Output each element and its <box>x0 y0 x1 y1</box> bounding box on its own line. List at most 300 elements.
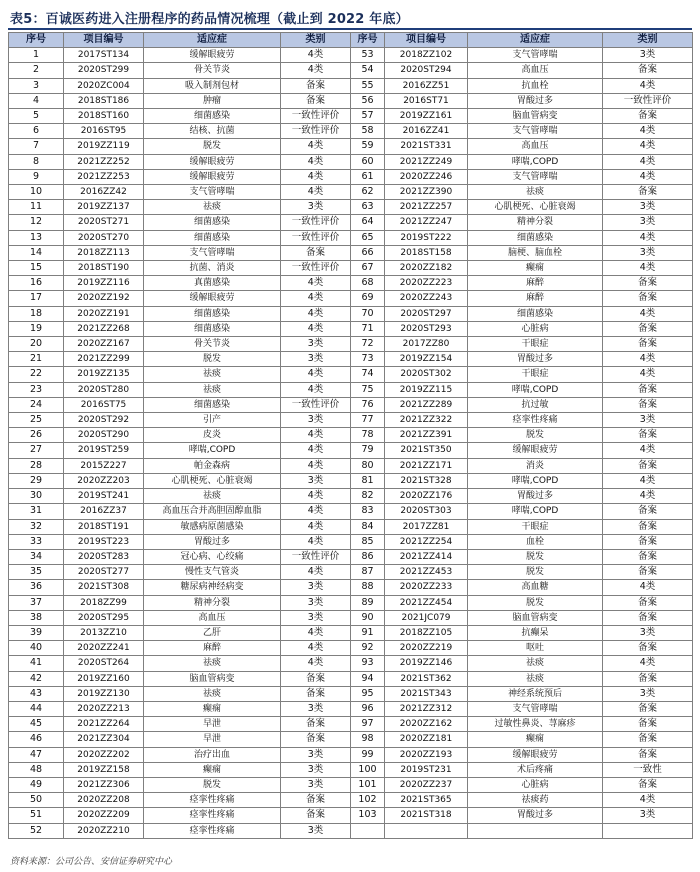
left-project-id-cell: 2021ZZ253 <box>64 169 144 184</box>
right-indication-cell: 干眼症 <box>468 519 603 534</box>
right-category-cell: 一致性评价 <box>603 93 693 108</box>
right-index-cell: 83 <box>351 504 385 519</box>
left-indication-cell: 脱发 <box>144 352 281 367</box>
right-category-cell: 备案 <box>603 321 693 336</box>
left-index-cell: 24 <box>9 397 64 412</box>
left-category-cell: 4类 <box>281 458 351 473</box>
table-title: 表5：百诚医药进入注册程序的药品情况梳理（截止到 2022 年底） <box>10 12 409 27</box>
right-index-cell: 86 <box>351 549 385 564</box>
right-indication-cell: 麻醉 <box>468 276 603 291</box>
right-index-cell: 62 <box>351 185 385 200</box>
right-category-cell: 3类 <box>603 413 693 428</box>
table-row <box>9 382 693 397</box>
right-index-cell: 100 <box>351 762 385 777</box>
left-category-cell: 3类 <box>281 762 351 777</box>
table-row <box>9 367 693 382</box>
right-category-cell: 备案 <box>603 397 693 412</box>
right-category-cell: 备案 <box>603 549 693 564</box>
right-category-cell: 备案 <box>603 337 693 352</box>
left-category-cell: 一致性评价 <box>281 397 351 412</box>
table-row <box>9 504 693 519</box>
left-indication-cell: 祛痰 <box>144 686 281 701</box>
left-index-cell: 27 <box>9 443 64 458</box>
right-indication-cell: 心脏病 <box>468 777 603 792</box>
right-indication-cell: 祛痰 <box>468 656 603 671</box>
right-project-id-cell: 2019ZZ161 <box>385 109 468 124</box>
left-project-id-cell: 2020ZZ208 <box>64 793 144 808</box>
right-project-id-cell: 2021JC079 <box>385 610 468 625</box>
right-category-cell <box>603 823 693 838</box>
right-index-cell: 56 <box>351 93 385 108</box>
right-project-id-cell: 2021ZZ247 <box>385 215 468 230</box>
right-indication-cell: 癫痫 <box>468 261 603 276</box>
right-project-id-cell: 2021ZZ171 <box>385 458 468 473</box>
table-row <box>9 701 693 716</box>
table-row <box>9 458 693 473</box>
right-category-cell: 4类 <box>603 473 693 488</box>
right-indication-cell: 高血压 <box>468 63 603 78</box>
left-indication-cell: 痉挛性疼痛 <box>144 808 281 823</box>
header-category-left: 类别 <box>281 33 351 48</box>
right-project-id-cell: 2021ZZ312 <box>385 701 468 716</box>
right-indication-cell: 心肌梗死、心脏衰竭 <box>468 200 603 215</box>
left-category-cell: 一致性评价 <box>281 549 351 564</box>
right-index-cell: 61 <box>351 169 385 184</box>
table-row <box>9 641 693 656</box>
table-row <box>9 610 693 625</box>
left-indication-cell: 缓解眼疲劳 <box>144 169 281 184</box>
left-category-cell: 4类 <box>281 185 351 200</box>
right-category-cell: 3类 <box>603 48 693 63</box>
right-index-cell: 74 <box>351 367 385 382</box>
right-project-id-cell: 2020ST294 <box>385 63 468 78</box>
right-category-cell: 4类 <box>603 352 693 367</box>
left-index-cell: 3 <box>9 78 64 93</box>
table-row <box>9 717 693 732</box>
right-indication-cell: 缓解眼疲劳 <box>468 443 603 458</box>
right-category-cell: 备案 <box>603 732 693 747</box>
left-category-cell: 4类 <box>281 565 351 580</box>
table-row <box>9 93 693 108</box>
left-project-id-cell: 2021ZZ306 <box>64 777 144 792</box>
table-row <box>9 823 693 838</box>
right-indication-cell: 胃酸过多 <box>468 489 603 504</box>
right-project-id-cell: 2021ZZ249 <box>385 154 468 169</box>
right-indication-cell: 心脏病 <box>468 321 603 336</box>
header-project-left: 项目编号 <box>64 33 144 48</box>
right-index-cell: 55 <box>351 78 385 93</box>
left-project-id-cell: 2018ZZ113 <box>64 245 144 260</box>
left-index-cell: 6 <box>9 124 64 139</box>
left-project-id-cell: 2021ZZ268 <box>64 321 144 336</box>
table-row <box>9 549 693 564</box>
left-indication-cell: 细菌感染 <box>144 321 281 336</box>
right-index-cell: 64 <box>351 215 385 230</box>
right-category-cell: 备案 <box>603 701 693 716</box>
left-category-cell: 3类 <box>281 777 351 792</box>
left-index-cell: 15 <box>9 261 64 276</box>
left-project-id-cell: 2018ST190 <box>64 261 144 276</box>
left-category-cell: 3类 <box>281 701 351 716</box>
table-row <box>9 686 693 701</box>
right-indication-cell: 祛痰药 <box>468 793 603 808</box>
table-row <box>9 777 693 792</box>
right-indication-cell: 麻醉 <box>468 291 603 306</box>
left-category-cell: 4类 <box>281 367 351 382</box>
header-indication-left: 适应症 <box>144 33 281 48</box>
right-project-id-cell: 2020ZZ182 <box>385 261 468 276</box>
left-indication-cell: 脑血管病变 <box>144 671 281 686</box>
right-indication-cell: 脱发 <box>468 565 603 580</box>
right-category-cell: 备案 <box>603 519 693 534</box>
left-indication-cell: 细菌感染 <box>144 306 281 321</box>
left-indication-cell: 细菌感染 <box>144 215 281 230</box>
left-project-id-cell: 2020ST270 <box>64 230 144 245</box>
right-indication-cell: 哮喘,COPD <box>468 504 603 519</box>
right-index-cell: 92 <box>351 641 385 656</box>
right-indication-cell: 抗过敏 <box>468 397 603 412</box>
left-indication-cell: 癫痫 <box>144 701 281 716</box>
left-category-cell: 备案 <box>281 732 351 747</box>
right-indication-cell: 支气管哮喘 <box>468 701 603 716</box>
table-row <box>9 306 693 321</box>
left-project-id-cell: 2021ZZ264 <box>64 717 144 732</box>
table-row <box>9 261 693 276</box>
left-category-cell: 4类 <box>281 291 351 306</box>
left-indication-cell: 脱发 <box>144 139 281 154</box>
left-index-cell: 19 <box>9 321 64 336</box>
right-project-id-cell: 2021ST331 <box>385 139 468 154</box>
left-category-cell: 4类 <box>281 428 351 443</box>
right-category-cell: 4类 <box>603 489 693 504</box>
right-category-cell: 4类 <box>603 793 693 808</box>
right-indication-cell: 神经系统预后 <box>468 686 603 701</box>
left-index-cell: 23 <box>9 382 64 397</box>
table-row <box>9 154 693 169</box>
left-indication-cell: 敏感病原菌感染 <box>144 519 281 534</box>
left-category-cell: 3类 <box>281 337 351 352</box>
left-index-cell: 50 <box>9 793 64 808</box>
left-index-cell: 44 <box>9 701 64 716</box>
right-index-cell: 81 <box>351 473 385 488</box>
table-row <box>9 534 693 549</box>
left-category-cell: 备案 <box>281 93 351 108</box>
left-project-id-cell: 2021ZZ299 <box>64 352 144 367</box>
right-project-id-cell: 2019ZZ146 <box>385 656 468 671</box>
right-project-id-cell: 2019ZZ115 <box>385 382 468 397</box>
left-category-cell: 3类 <box>281 473 351 488</box>
left-project-id-cell: 2021ZZ252 <box>64 154 144 169</box>
right-index-cell: 85 <box>351 534 385 549</box>
right-category-cell: 3类 <box>603 808 693 823</box>
right-indication-cell: 支气管哮喘 <box>468 169 603 184</box>
right-indication-cell: 支气管哮喘 <box>468 124 603 139</box>
left-category-cell: 4类 <box>281 139 351 154</box>
left-category-cell: 3类 <box>281 352 351 367</box>
left-project-id-cell: 2020ZZ191 <box>64 306 144 321</box>
right-category-cell: 备案 <box>603 671 693 686</box>
left-project-id-cell: 2020ST264 <box>64 656 144 671</box>
left-indication-cell: 高血压 <box>144 610 281 625</box>
left-project-id-cell: 2020ST277 <box>64 565 144 580</box>
left-project-id-cell: 2019ZZ160 <box>64 671 144 686</box>
right-indication-cell: 脱发 <box>468 595 603 610</box>
right-project-id-cell: 2021ST343 <box>385 686 468 701</box>
right-index-cell: 91 <box>351 625 385 640</box>
left-index-cell: 4 <box>9 93 64 108</box>
right-category-cell: 4类 <box>603 306 693 321</box>
right-project-id-cell: 2020ZZ246 <box>385 169 468 184</box>
right-category-cell: 备案 <box>603 610 693 625</box>
left-index-cell: 43 <box>9 686 64 701</box>
left-indication-cell: 缓解眼疲劳 <box>144 154 281 169</box>
right-category-cell: 4类 <box>603 139 693 154</box>
left-indication-cell: 真菌感染 <box>144 276 281 291</box>
right-project-id-cell: 2021ST318 <box>385 808 468 823</box>
right-indication-cell: 祛痰 <box>468 185 603 200</box>
left-category-cell: 备案 <box>281 808 351 823</box>
left-index-cell: 47 <box>9 747 64 762</box>
right-index-cell: 102 <box>351 793 385 808</box>
right-index-cell: 97 <box>351 717 385 732</box>
left-indication-cell: 帕金森病 <box>144 458 281 473</box>
left-indication-cell: 痉挛性疼痛 <box>144 823 281 838</box>
table-row <box>9 230 693 245</box>
left-indication-cell: 祛痰 <box>144 656 281 671</box>
right-indication-cell: 消炎 <box>468 458 603 473</box>
left-indication-cell: 祛痰 <box>144 200 281 215</box>
right-category-cell: 备案 <box>603 534 693 549</box>
right-indication-cell: 痉挛性疼痛 <box>468 413 603 428</box>
right-indication-cell: 癫痫 <box>468 732 603 747</box>
left-project-id-cell: 2020ZC004 <box>64 78 144 93</box>
left-project-id-cell: 2019ZZ137 <box>64 200 144 215</box>
left-index-cell: 12 <box>9 215 64 230</box>
left-project-id-cell: 2019ZZ119 <box>64 139 144 154</box>
left-index-cell: 22 <box>9 367 64 382</box>
right-project-id-cell: 2020ZZ176 <box>385 489 468 504</box>
right-index-cell: 54 <box>351 63 385 78</box>
left-project-id-cell: 2020ZZ203 <box>64 473 144 488</box>
left-indication-cell: 精神分裂 <box>144 595 281 610</box>
left-index-cell: 11 <box>9 200 64 215</box>
left-index-cell: 31 <box>9 504 64 519</box>
left-project-id-cell: 2020ZZ241 <box>64 641 144 656</box>
left-index-cell: 45 <box>9 717 64 732</box>
right-indication-cell: 高血压 <box>468 139 603 154</box>
left-index-cell: 2 <box>9 63 64 78</box>
header-index-left: 序号 <box>9 33 64 48</box>
right-index-cell: 87 <box>351 565 385 580</box>
left-index-cell: 28 <box>9 458 64 473</box>
table-row <box>9 428 693 443</box>
table-row <box>9 78 693 93</box>
right-project-id-cell: 2020ZZ237 <box>385 777 468 792</box>
left-project-id-cell: 2020ST290 <box>64 428 144 443</box>
table-row <box>9 519 693 534</box>
left-project-id-cell: 2018ST186 <box>64 93 144 108</box>
left-category-cell: 3类 <box>281 823 351 838</box>
left-index-cell: 39 <box>9 625 64 640</box>
right-category-cell: 备案 <box>603 458 693 473</box>
left-project-id-cell: 2017ST134 <box>64 48 144 63</box>
right-indication-cell: 胃酸过多 <box>468 93 603 108</box>
right-project-id-cell: 2017ZZ80 <box>385 337 468 352</box>
table-row <box>9 473 693 488</box>
right-indication-cell: 血栓 <box>468 534 603 549</box>
left-index-cell: 5 <box>9 109 64 124</box>
right-project-id-cell: 2021ST328 <box>385 473 468 488</box>
table-row <box>9 793 693 808</box>
left-index-cell: 32 <box>9 519 64 534</box>
left-category-cell: 4类 <box>281 504 351 519</box>
left-category-cell: 4类 <box>281 443 351 458</box>
right-project-id-cell: 2019ST222 <box>385 230 468 245</box>
left-indication-cell: 祛痰 <box>144 367 281 382</box>
right-index-cell: 72 <box>351 337 385 352</box>
left-category-cell: 4类 <box>281 534 351 549</box>
left-project-id-cell: 2020ST280 <box>64 382 144 397</box>
right-project-id-cell: 2019ZZ154 <box>385 352 468 367</box>
right-project-id-cell: 2021ZZ454 <box>385 595 468 610</box>
right-index-cell: 59 <box>351 139 385 154</box>
right-indication-cell: 脑梗、脑血栓 <box>468 245 603 260</box>
left-category-cell: 备案 <box>281 793 351 808</box>
right-category-cell: 4类 <box>603 367 693 382</box>
right-category-cell: 备案 <box>603 276 693 291</box>
left-index-cell: 26 <box>9 428 64 443</box>
left-indication-cell: 癫痫 <box>144 762 281 777</box>
left-index-cell: 29 <box>9 473 64 488</box>
right-index-cell: 82 <box>351 489 385 504</box>
left-project-id-cell: 2020ZZ209 <box>64 808 144 823</box>
right-category-cell: 备案 <box>603 63 693 78</box>
left-project-id-cell: 2019ZZ130 <box>64 686 144 701</box>
right-category-cell: 4类 <box>603 656 693 671</box>
right-project-id-cell <box>385 823 468 838</box>
right-project-id-cell: 2021ZZ453 <box>385 565 468 580</box>
left-indication-cell: 皮炎 <box>144 428 281 443</box>
left-project-id-cell: 2016ST75 <box>64 397 144 412</box>
left-category-cell: 4类 <box>281 641 351 656</box>
left-project-id-cell: 2019ST259 <box>64 443 144 458</box>
right-index-cell: 66 <box>351 245 385 260</box>
right-project-id-cell: 2020ZZ243 <box>385 291 468 306</box>
left-indication-cell: 早泄 <box>144 717 281 732</box>
right-category-cell: 备案 <box>603 109 693 124</box>
left-index-cell: 8 <box>9 154 64 169</box>
right-project-id-cell: 2021ZZ257 <box>385 200 468 215</box>
right-indication-cell: 过敏性鼻炎、荨麻疹 <box>468 717 603 732</box>
left-category-cell: 一致性评价 <box>281 261 351 276</box>
table-row <box>9 200 693 215</box>
right-project-id-cell: 2020ZZ181 <box>385 732 468 747</box>
left-project-id-cell: 2020ST283 <box>64 549 144 564</box>
left-category-cell: 3类 <box>281 200 351 215</box>
right-index-cell: 70 <box>351 306 385 321</box>
left-index-cell: 1 <box>9 48 64 63</box>
right-index-cell: 103 <box>351 808 385 823</box>
left-index-cell: 25 <box>9 413 64 428</box>
left-index-cell: 48 <box>9 762 64 777</box>
right-index-cell: 88 <box>351 580 385 595</box>
right-category-cell: 备案 <box>603 428 693 443</box>
right-indication-cell: 脑血管病变 <box>468 610 603 625</box>
left-category-cell: 3类 <box>281 413 351 428</box>
left-index-cell: 18 <box>9 306 64 321</box>
right-index-cell: 96 <box>351 701 385 716</box>
right-category-cell: 备案 <box>603 565 693 580</box>
left-index-cell: 17 <box>9 291 64 306</box>
right-project-id-cell: 2020ST303 <box>385 504 468 519</box>
right-indication-cell: 支气管哮喘 <box>468 48 603 63</box>
right-category-cell: 4类 <box>603 169 693 184</box>
left-category-cell: 4类 <box>281 154 351 169</box>
left-category-cell: 备案 <box>281 245 351 260</box>
right-category-cell: 备案 <box>603 717 693 732</box>
left-indication-cell: 乙肝 <box>144 625 281 640</box>
right-index-cell: 78 <box>351 428 385 443</box>
right-index-cell: 68 <box>351 276 385 291</box>
left-indication-cell: 支气管哮喘 <box>144 245 281 260</box>
left-category-cell: 4类 <box>281 321 351 336</box>
right-project-id-cell: 2021ZZ289 <box>385 397 468 412</box>
left-category-cell: 备案 <box>281 686 351 701</box>
left-category-cell: 4类 <box>281 382 351 397</box>
left-project-id-cell: 2021ST308 <box>64 580 144 595</box>
right-project-id-cell: 2020ST302 <box>385 367 468 382</box>
right-project-id-cell: 2019ST231 <box>385 762 468 777</box>
right-indication-cell: 胃酸过多 <box>468 352 603 367</box>
right-category-cell: 备案 <box>603 382 693 397</box>
right-project-id-cell: 2021ZZ390 <box>385 185 468 200</box>
left-indication-cell: 细菌感染 <box>144 397 281 412</box>
right-category-cell: 备案 <box>603 747 693 762</box>
right-project-id-cell: 2017ZZ81 <box>385 519 468 534</box>
drug-registration-table <box>8 32 693 839</box>
right-indication-cell: 脑血管病变 <box>468 109 603 124</box>
right-indication-cell: 缓解眼疲劳 <box>468 747 603 762</box>
right-project-id-cell: 2021ZZ414 <box>385 549 468 564</box>
right-index-cell: 94 <box>351 671 385 686</box>
table-row <box>9 762 693 777</box>
left-project-id-cell: 2016ST95 <box>64 124 144 139</box>
right-indication-cell: 胃酸过多 <box>468 808 603 823</box>
right-category-cell: 备案 <box>603 504 693 519</box>
right-index-cell: 98 <box>351 732 385 747</box>
left-indication-cell: 麻醉 <box>144 641 281 656</box>
left-indication-cell: 慢性支气管炎 <box>144 565 281 580</box>
left-index-cell: 21 <box>9 352 64 367</box>
table-row <box>9 139 693 154</box>
left-index-cell: 35 <box>9 565 64 580</box>
table-row <box>9 747 693 762</box>
right-index-cell: 60 <box>351 154 385 169</box>
right-index-cell <box>351 823 385 838</box>
left-category-cell: 4类 <box>281 306 351 321</box>
left-indication-cell: 哮喘,COPD <box>144 443 281 458</box>
left-index-cell: 13 <box>9 230 64 245</box>
left-index-cell: 52 <box>9 823 64 838</box>
left-project-id-cell: 2021ZZ304 <box>64 732 144 747</box>
left-index-cell: 10 <box>9 185 64 200</box>
right-category-cell: 3类 <box>603 215 693 230</box>
left-index-cell: 16 <box>9 276 64 291</box>
left-index-cell: 46 <box>9 732 64 747</box>
left-category-cell: 一致性评价 <box>281 230 351 245</box>
left-project-id-cell: 2020ST299 <box>64 63 144 78</box>
right-project-id-cell: 2020ZZ233 <box>385 580 468 595</box>
